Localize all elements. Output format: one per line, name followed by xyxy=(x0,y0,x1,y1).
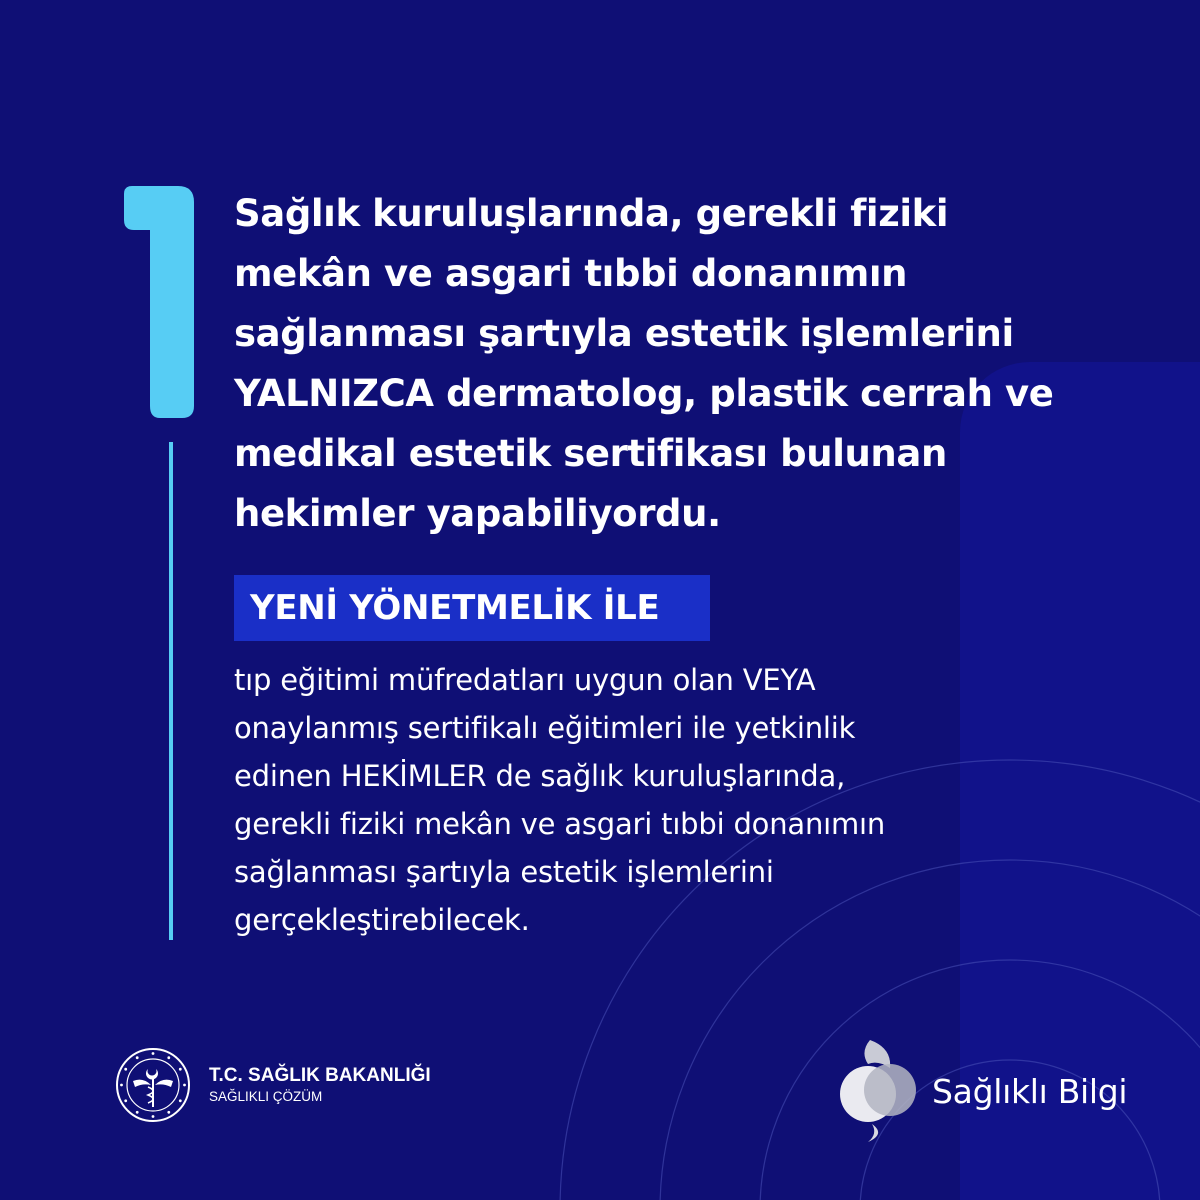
main-text-line: medikal estetik sertifikası bulunan xyxy=(234,432,947,475)
sub-text-line: edinen HEKİMLER de sağlık kuruluşlarında, xyxy=(234,759,846,793)
brand-name: Sağlıklı Bilgi xyxy=(932,1071,1128,1111)
highlight-label: YENİ YÖNETMELİK İLE xyxy=(234,575,710,641)
accent-divider-line xyxy=(169,442,173,940)
ministry-name: T.C. SAĞLIK BAKANLIĞI xyxy=(209,1065,431,1086)
sub-text-line: gerçekleştirebilecek. xyxy=(234,903,530,937)
main-text-line: Sağlık kuruluşlarında, gerekli fiziki xyxy=(234,192,949,235)
sub-text-line: sağlanması şartıyla estetik işlemlerini xyxy=(234,855,774,889)
main-text-line: mekân ve asgari tıbbi donanımın xyxy=(234,252,908,295)
sub-paragraph xyxy=(234,656,1134,944)
sub-text-line: tıp eğitimi müfredatları uygun olan VEYA xyxy=(234,663,816,697)
brand-logo-icon xyxy=(838,1038,920,1144)
ministry-seal-icon xyxy=(115,1047,191,1123)
brand-logo-block xyxy=(838,1038,1127,1144)
main-text-line: hekimler yapabiliyordu. xyxy=(234,492,721,535)
main-paragraph xyxy=(234,184,1134,544)
sub-text-line: gerekli fiziki mekân ve asgari tıbbi donanımın xyxy=(234,807,886,841)
main-text-line: sağlanması şartıyla estetik işlemlerini xyxy=(234,312,1014,355)
ministry-subtitle: SAĞLIKLI ÇÖZÜM xyxy=(209,1089,323,1104)
big-number-one xyxy=(120,184,196,420)
sub-text-line: onaylanmış sertifikalı eğitimleri ile yetkinlik xyxy=(234,711,856,745)
ministry-logo-block xyxy=(115,1047,431,1123)
main-text-line: YALNIZCA dermatolog, plastik cerrah ve xyxy=(234,372,1054,415)
